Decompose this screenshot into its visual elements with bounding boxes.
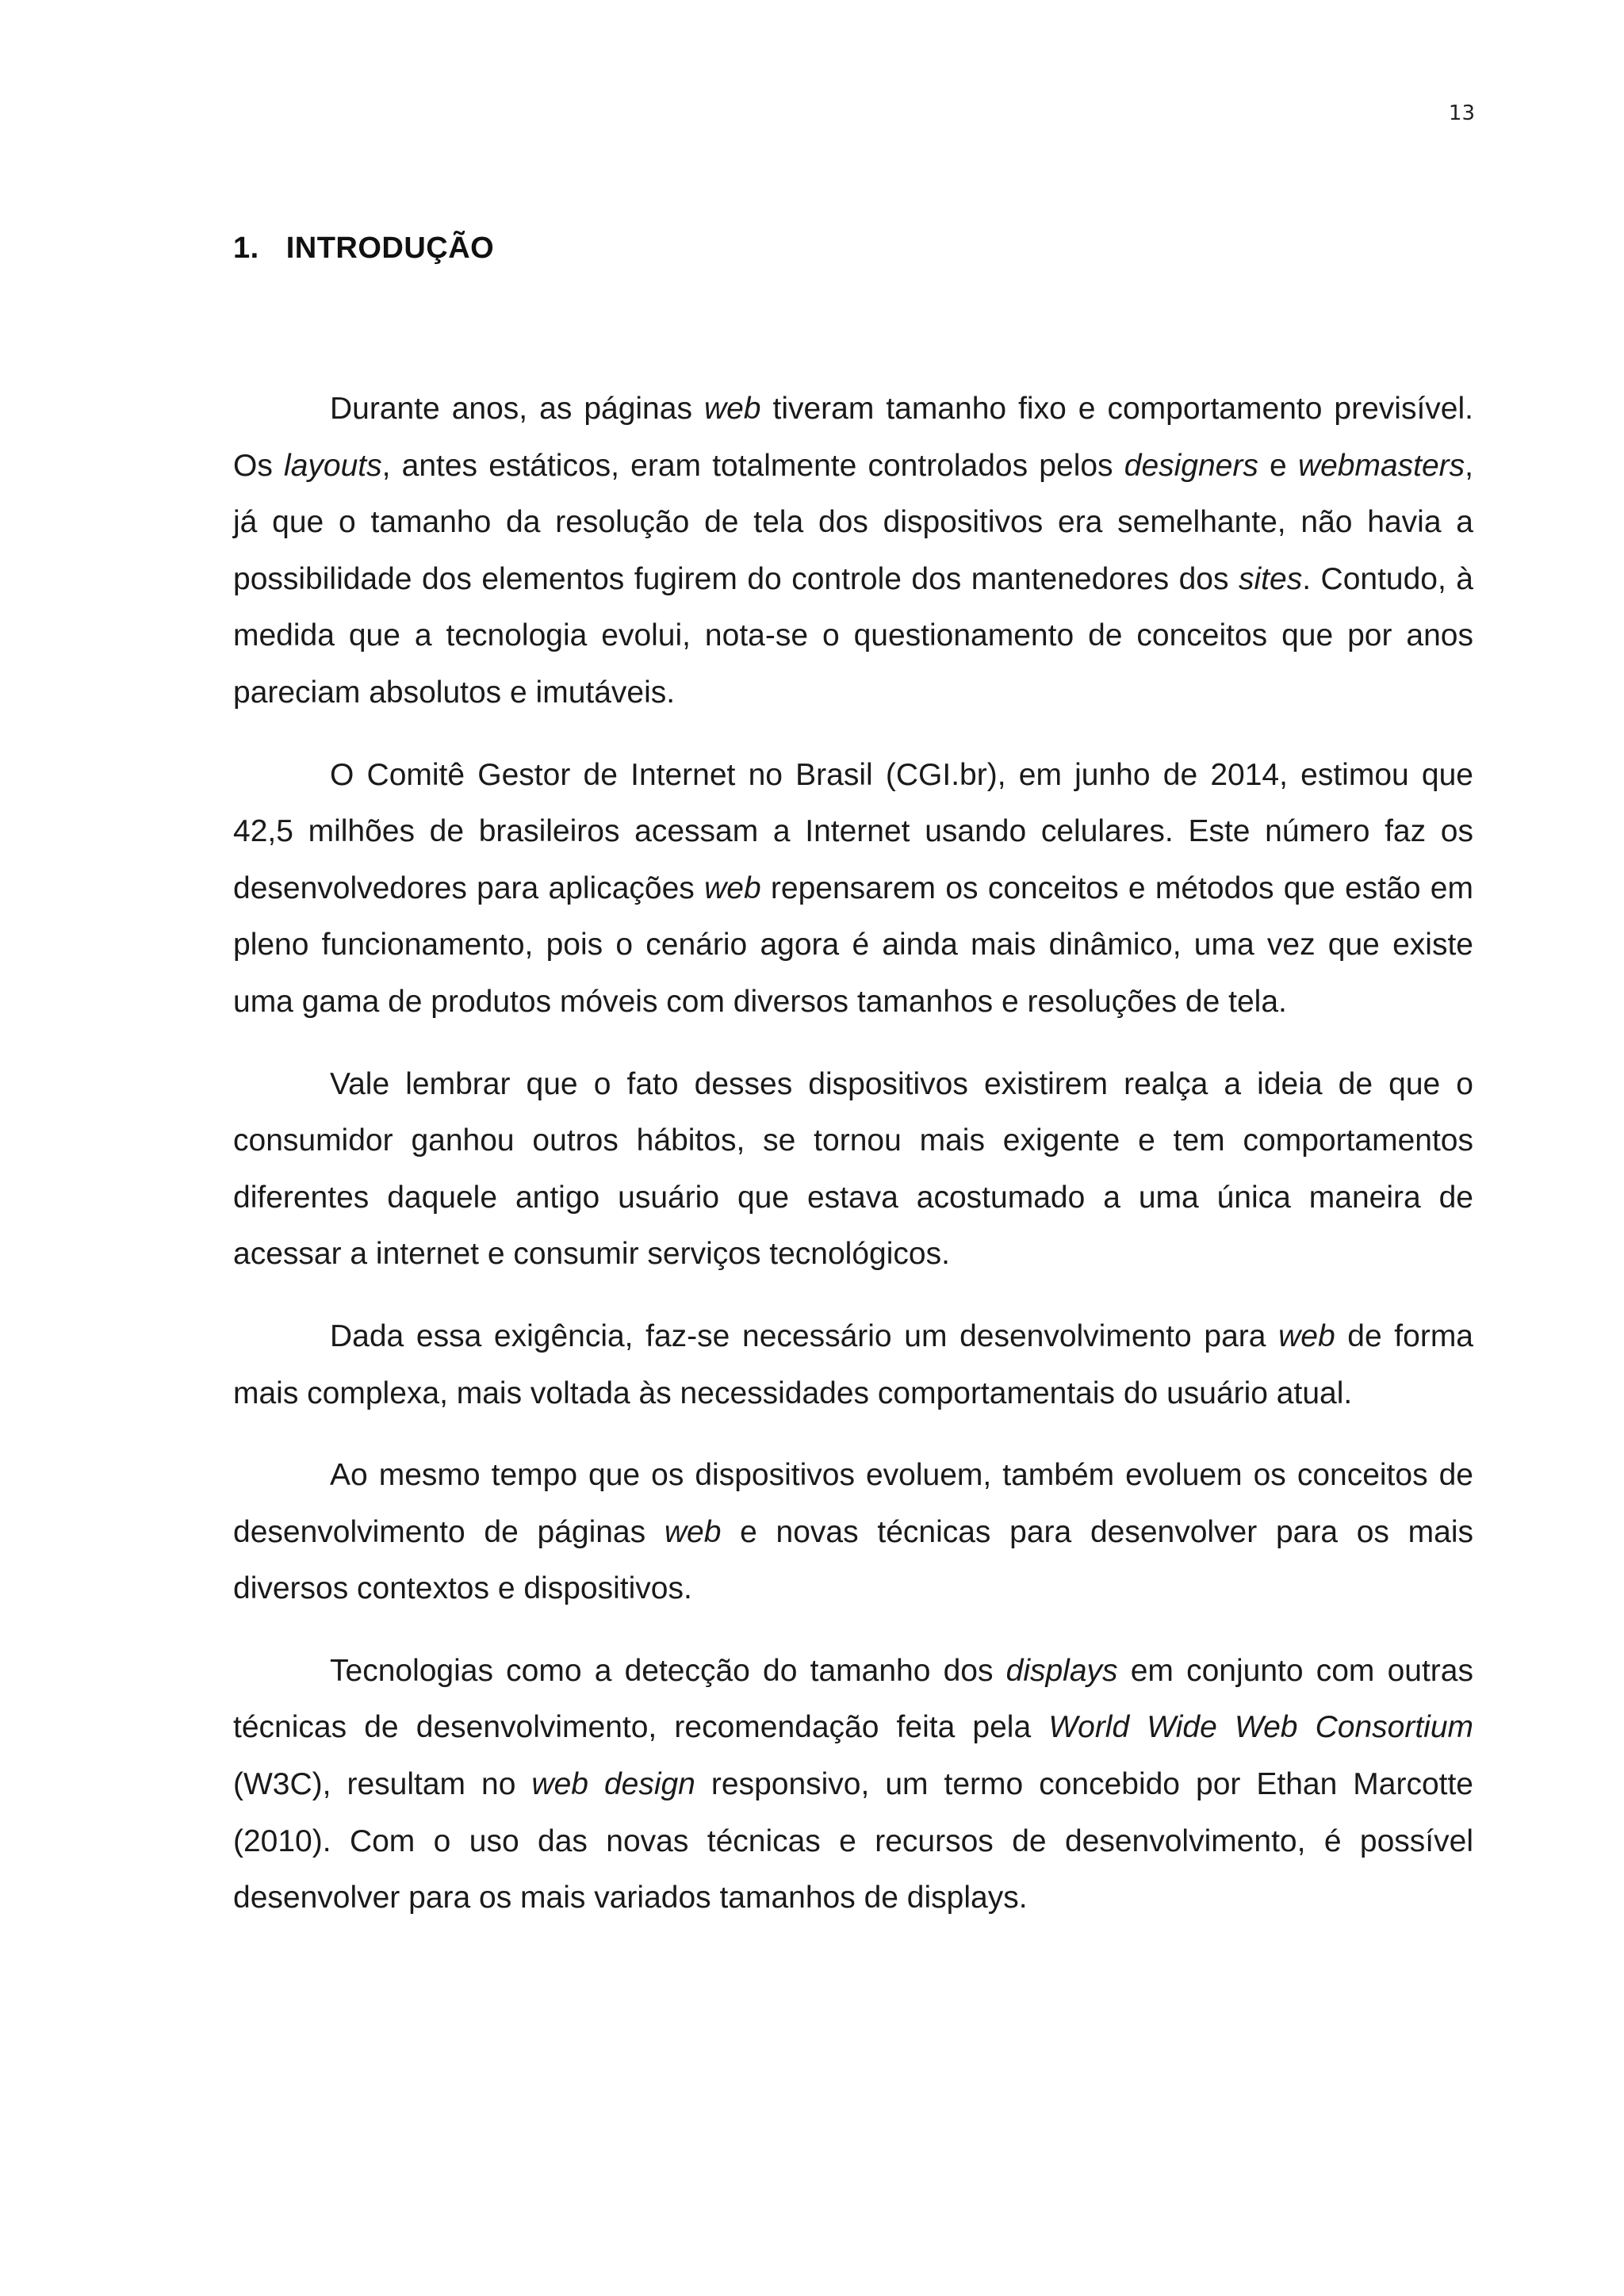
section-number: 1. xyxy=(233,232,259,265)
text-run: Dada essa exigência, faz-se necessário um desenvolvimento para xyxy=(330,1318,1279,1353)
italic-term: web xyxy=(703,392,761,426)
text-run: Ao mesmo tempo que os dispositivos evoluem, também evoluem os conceitos de desenvolvimento de páginas xyxy=(233,1458,1473,1549)
text-run: repensarem os conceitos e métodos que estão em pleno funcionamento, pois o cenário agora é ainda mais dinâmico, uma vez que existe uma gama de produtos móveis com diversos tamanhos e resoluções de tela. xyxy=(233,871,1473,1019)
text-run: e novas técnicas para desenvolver para os mais diversos contextos e dispositivos. xyxy=(233,1514,1474,1606)
italic-term: World Wide Web Consortium xyxy=(1048,1710,1473,1745)
italic-term: webmasters xyxy=(1297,448,1465,483)
italic-term: web xyxy=(704,871,761,905)
text-run: O Comitê Gestor de Internet no Brasil (CGI.br), em junho de 2014, estimou que 42,5 milhões de brasileiros acessam a Internet usando celulares. Este número faz os desenvolvedores para aplicações xyxy=(233,757,1473,905)
section-title: INTRODUÇÃO xyxy=(285,232,495,265)
italic-term: web design xyxy=(531,1767,695,1802)
text-run: Durante anos, as páginas xyxy=(330,392,704,426)
section-heading xyxy=(233,232,494,266)
page-number: 13 xyxy=(1448,101,1475,125)
text-run: , já que o tamanho da resolução de tela dos dispositivos era semelhante, não havia a possibilidade dos elementos fugirem do controle dos mantenedores dos xyxy=(233,448,1474,596)
paragraph xyxy=(233,747,1473,1031)
italic-term: layouts xyxy=(284,448,382,483)
text-run: Tecnologias como a detecção do tamanho dos xyxy=(330,1653,1006,1688)
italic-term: displays xyxy=(1005,1653,1118,1688)
text-run: Vale lembrar que o fato desses dispositivos existirem realça a ideia de que o consumidor ganhou outros hábitos, se tornou mais exigente e tem comportamentos diferentes daquele antigo usuário que estava acostumado a uma única maneira de acessar a internet e consumir serviços tecnológicos. xyxy=(233,1066,1473,1272)
text-run: de forma mais complexa, mais voltada às necessidades comportamentais do usuário atual. xyxy=(233,1318,1473,1410)
text-run: (W3C), resultam no xyxy=(233,1767,532,1802)
italic-term: designers xyxy=(1124,448,1258,483)
paragraph xyxy=(233,381,1473,721)
text-run: tiveram tamanho fixo e comportamento previsível. Os xyxy=(233,392,1473,483)
body-text xyxy=(233,381,1473,1952)
text-run: , antes estáticos, eram totalmente controlados pelos xyxy=(381,448,1124,483)
text-run: . Contudo, à medida que a tecnologia evolui, nota-se o questionamento de conceitos que por anos pareciam absolutos e imutáveis. xyxy=(233,561,1473,710)
text-run: responsivo, um termo concebido por Ethan Marcotte (2010). Com o uso das novas técnicas e recursos de desenvolvimento, é possível desenvolver para os mais variados tamanhos de displays. xyxy=(233,1767,1474,1915)
italic-term: web xyxy=(664,1514,722,1549)
text-run: em conjunto com outras técnicas de desenvolvimento, recomendação feita pela xyxy=(233,1653,1473,1745)
paragraph xyxy=(233,1308,1473,1422)
italic-term: sites xyxy=(1239,561,1303,596)
italic-term: web xyxy=(1278,1318,1335,1353)
paragraph xyxy=(233,1447,1473,1617)
paragraph xyxy=(233,1056,1473,1283)
paragraph xyxy=(233,1643,1473,1927)
text-run: e xyxy=(1258,448,1298,483)
